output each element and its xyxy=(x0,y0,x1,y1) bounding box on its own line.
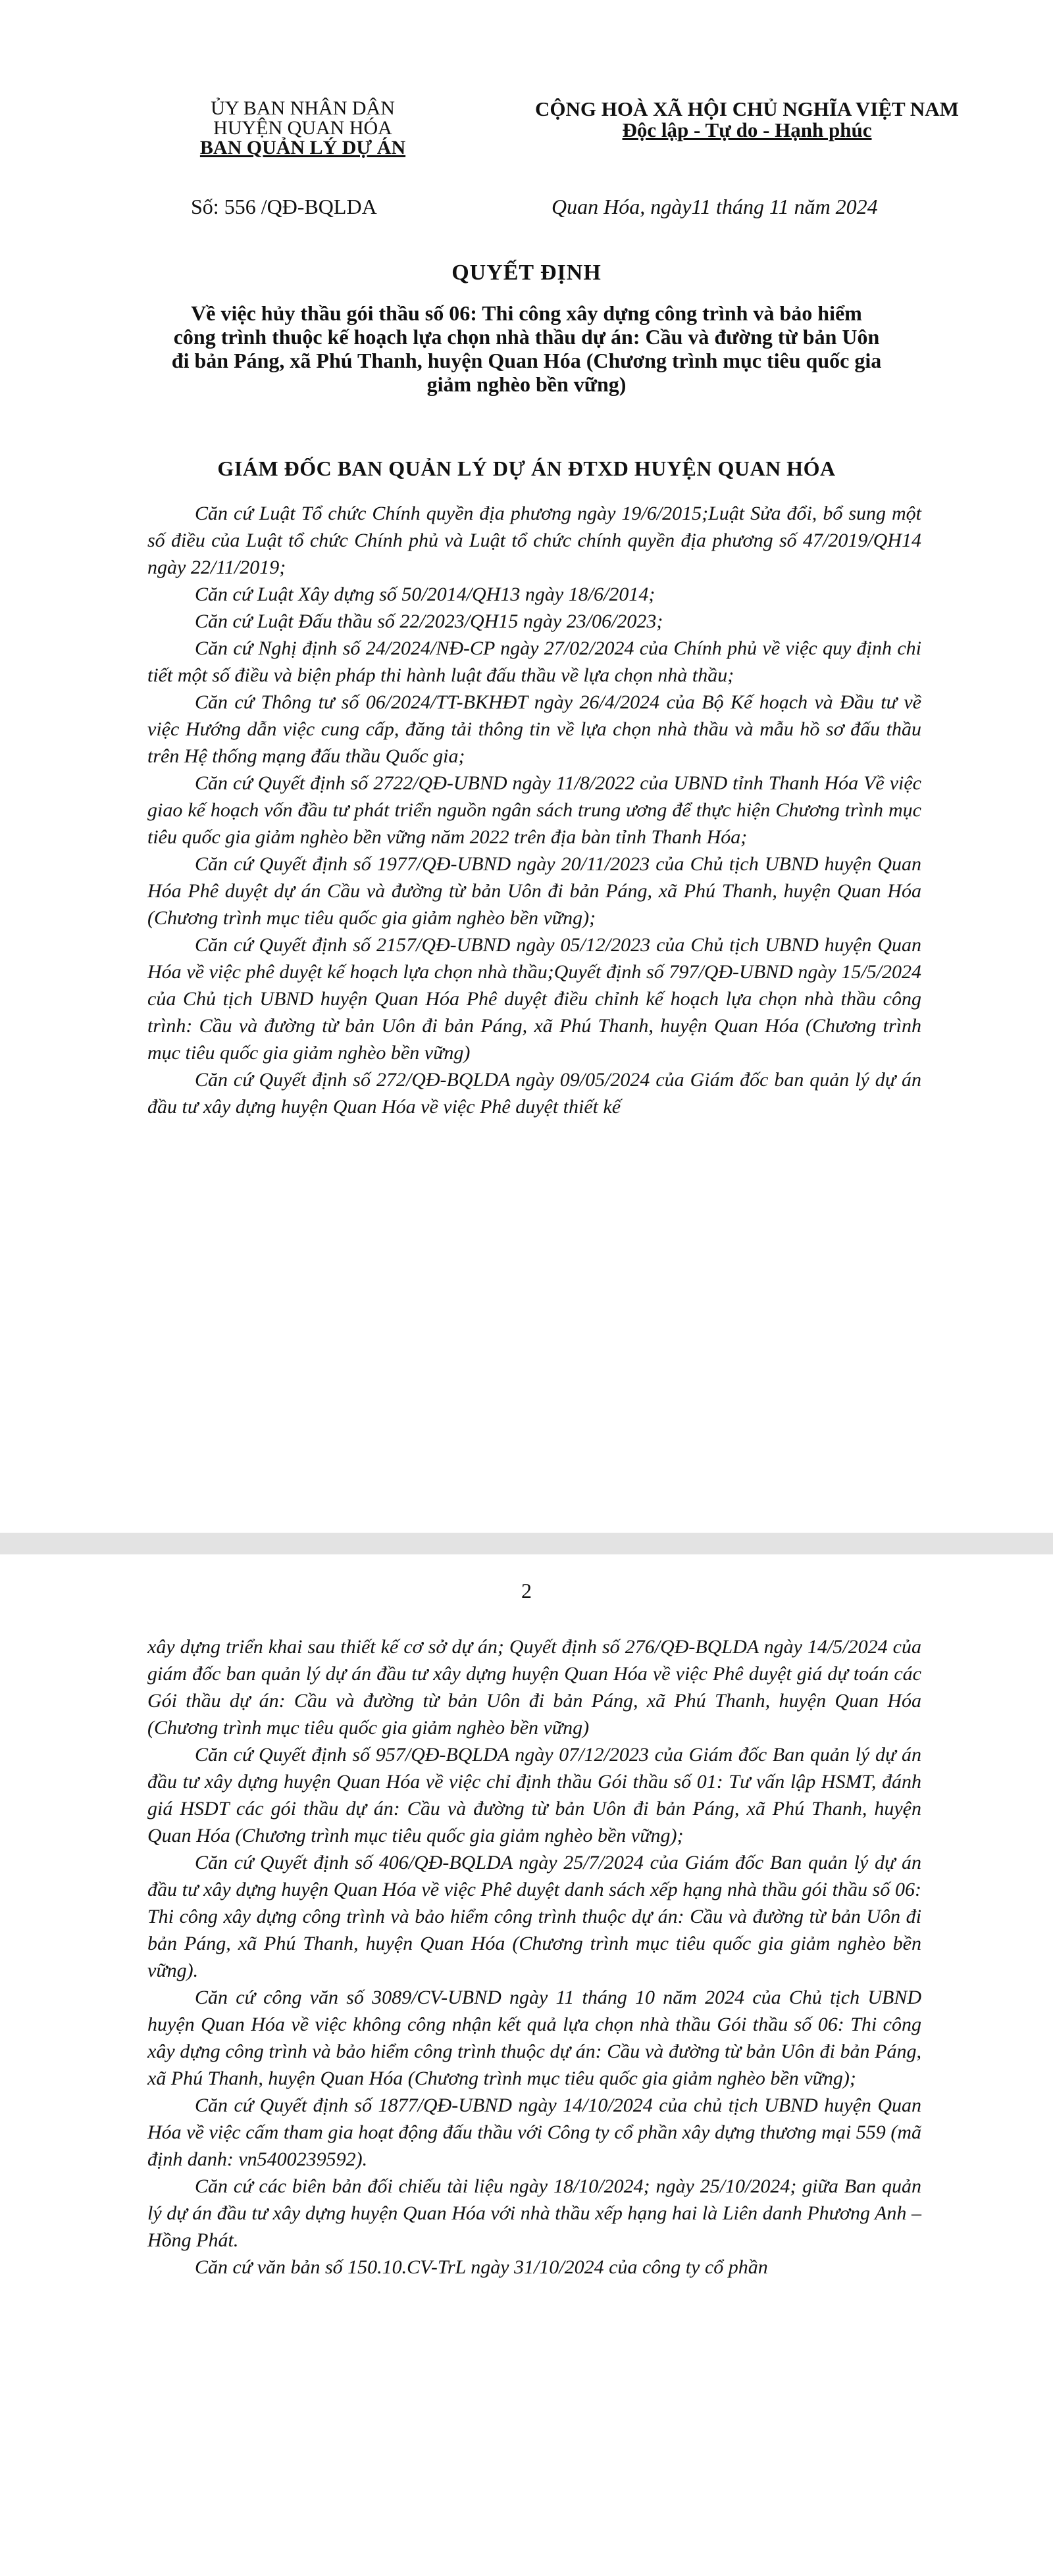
paragraph: Căn cứ Quyết định số 2722/QĐ-UBND ngày 11/8/2022 của UBND tỉnh Thanh Hóa Về việc giao kế hoạch vốn đầu tư phát triển nguồn ngân sách trung ương để thực hiện Chương trình mục tiêu quốc gia giảm nghèo bền vững năm 2022 trên địa bàn tỉnh Thanh Hóa; xyxy=(147,772,921,848)
legal-basis-page-2 xyxy=(147,1633,921,2281)
document-number: Số: 556 /QĐ-BQLDA xyxy=(191,195,377,218)
paragraph: Căn cứ Luật Xây dựng số 50/2014/QH13 ngày 18/6/2014; xyxy=(195,583,655,605)
paragraph: Căn cứ Quyết định số 406/QĐ-BQLDA ngày 25/7/2024 của Giám đốc Ban quản lý dự án đầu tư xây dựng huyện Quan Hóa về việc Phê duyệt danh sách xếp hạng nhà thầu gói thầu số 06: Thi công xây dựng công trình và bảo hiểm công trình thuộc dự án: Cầu và đường từ bản Uôn đi bản Páng, xã Phú Thanh, huyện Quan Hóa (Chương trình mục tiêu quốc gia giảm nghèo bền vững). xyxy=(147,1852,921,1981)
paragraph: Căn cứ văn bản số 150.10.CV-TrL ngày 31/10/2024 của công ty cổ phần xyxy=(195,2256,768,2278)
issuing-agency-header xyxy=(165,99,441,158)
paragraph: Căn cứ Luật Đấu thầu số 22/2023/QH15 ngày 23/06/2023; xyxy=(195,610,663,632)
paragraph-continuation: xây dựng triển khai sau thiết kế cơ sở dự án; Quyết định số 276/QĐ-BQLDA ngày 14/5/2024 của giám đốc ban quản lý dự án đầu tư xây dựng huyện Quan Hóa về việc Phê duyệt giá dự toán các Gói thầu dự án: Cầu và đường từ bản Uôn đi bản Páng, xã Phú Thanh, huyện Quan Hóa (Chương trình mục tiêu quốc gia giảm nghèo bền vững) xyxy=(147,1636,921,1739)
national-motto: Độc lập - Tự do - Hạnh phúc xyxy=(622,118,872,141)
national-header xyxy=(490,99,1004,141)
paragraph: Căn cứ Quyết định số 1977/QĐ-UBND ngày 20/11/2023 của Chủ tịch UBND huyện Quan Hóa Phê duyệt dự án Cầu và đường từ bản Uôn đi bản Páng, xã Phú Thanh, huyện Quan Hóa (Chương trình mục tiêu quốc gia giảm nghèo bền vững); xyxy=(147,853,921,929)
document-subject: Về việc hủy thầu gói thầu số 06: Thi công xây dựng công trình và bảo hiểm công trình thuộc kế hoạch lựa chọn nhà thầu dự án: Cầu và đường từ bản Uôn đi bản Páng, xã Phú Thanh, huyện Quan Hóa (Chương trình mục tiêu quốc gia giảm nghèo bền vững) xyxy=(171,301,882,396)
place-date: Quan Hóa, ngày11 tháng 11 năm 2024 xyxy=(552,195,878,218)
agency-line-3: BAN QUẢN LÝ DỰ ÁN xyxy=(199,137,406,159)
page-separator xyxy=(0,1533,1053,1554)
legal-basis-page-1 xyxy=(147,500,921,1120)
paragraph: Căn cứ Luật Tổ chức Chính quyền địa phương ngày 19/6/2015;Luật Sửa đổi, bổ sung một số điều của Luật tổ chức Chính phủ và Luật tổ chức chính quyền địa phương số 47/2019/QH14 ngày 22/11/2019; xyxy=(147,503,921,578)
paragraph: Căn cứ Nghị định số 24/2024/NĐ-CP ngày 27/02/2024 của Chính phủ về việc quy định chi tiết một số điều và biện pháp thi hành luật đấu thầu về lựa chọn nhà thầu; xyxy=(147,637,921,686)
agency-line-2: HUYỆN QUAN HÓA xyxy=(213,117,392,139)
paragraph: Căn cứ các biên bản đối chiếu tài liệu ngày 18/10/2024; ngày 25/10/2024; giữa Ban quản lý dự án đầu tư xây dựng huyện Quan Hóa với nhà thầu xếp hạng hai là Liên danh Phương Anh – Hồng Phát. xyxy=(147,2175,921,2251)
paragraph: Căn cứ Thông tư số 06/2024/TT-BKHĐT ngày 26/4/2024 của Bộ Kế hoạch và Đầu tư về việc Hướng dẫn việc cung cấp, đăng tải thông tin về lựa chọn nhà thầu và mẫu hồ sơ đấu thầu trên Hệ thống mạng đấu thầu Quốc gia; xyxy=(147,691,921,767)
issuing-authority: GIÁM ĐỐC BAN QUẢN LÝ DỰ ÁN ĐTXD HUYỆN QUAN HÓA xyxy=(217,457,836,480)
paragraph: Căn cứ Quyết định số 1877/QĐ-UBND ngày 14/10/2024 của chủ tịch UBND huyện Quan Hóa về việc cấm tham gia hoạt động đấu thầu với Công ty cổ phần xây dựng thương mại 559 (mã định danh: vn5400239592). xyxy=(147,2094,921,2170)
paragraph: Căn cứ Quyết định số 272/QĐ-BQLDA ngày 09/05/2024 của Giám đốc ban quản lý dự án đầu tư xây dựng huyện Quan Hóa về việc Phê duyệt thiết kế xyxy=(147,1069,921,1118)
document-title: QUYẾT ĐỊNH xyxy=(451,260,602,285)
paragraph: Căn cứ công văn số 3089/CV-UBND ngày 11 tháng 10 năm 2024 của Chủ tịch UBND huyện Quan Hóa về việc không công nhận kết quả lựa chọn nhà thầu Gói thầu số 06: Thi công xây dựng công trình và bảo hiểm công trình thuộc dự án: Cầu và đường từ bản Uôn đi bản Páng, xã Phú Thanh, huyện Quan Hóa (Chương trình mục tiêu quốc gia giảm nghèo bền vững); xyxy=(147,1987,921,2089)
paragraph: Căn cứ Quyết định số 957/QĐ-BQLDA ngày 07/12/2023 của Giám đốc Ban quản lý dự án đầu tư xây dựng huyện Quan Hóa về việc chỉ định thầu Gói thầu số 01: Tư vấn lập HSMT, đánh giá HSDT các gói thầu dự án: Cầu và đường từ bản Uôn đi bản Páng, xã Phú Thanh, huyện Quan Hóa (Chương trình mục tiêu quốc gia giảm nghèo bền vững); xyxy=(147,1744,921,1846)
country-name: CỘNG HOÀ XÃ HỘI CHỦ NGHĨA VIỆT NAM xyxy=(535,97,959,120)
agency-line-1: ỦY BAN NHÂN DÂN xyxy=(211,97,395,119)
paragraph: Căn cứ Quyết định số 2157/QĐ-UBND ngày 05/12/2023 của Chủ tịch UBND huyện Quan Hóa về việc phê duyệt kế hoạch lựa chọn nhà thầu;Quyết định số 797/QĐ-UBND ngày 15/5/2024 của Chủ tịch UBND huyện Quan Hóa Phê duyệt điều chỉnh kế hoạch lựa chọn nhà thầu công trình: Cầu và đường từ bản Uôn đi bản Páng, xã Phú Thanh, huyện Quan Hóa (Chương trình mục tiêu quốc gia giảm nghèo bền vững) xyxy=(147,934,921,1064)
page-number: 2 xyxy=(521,1579,532,1602)
